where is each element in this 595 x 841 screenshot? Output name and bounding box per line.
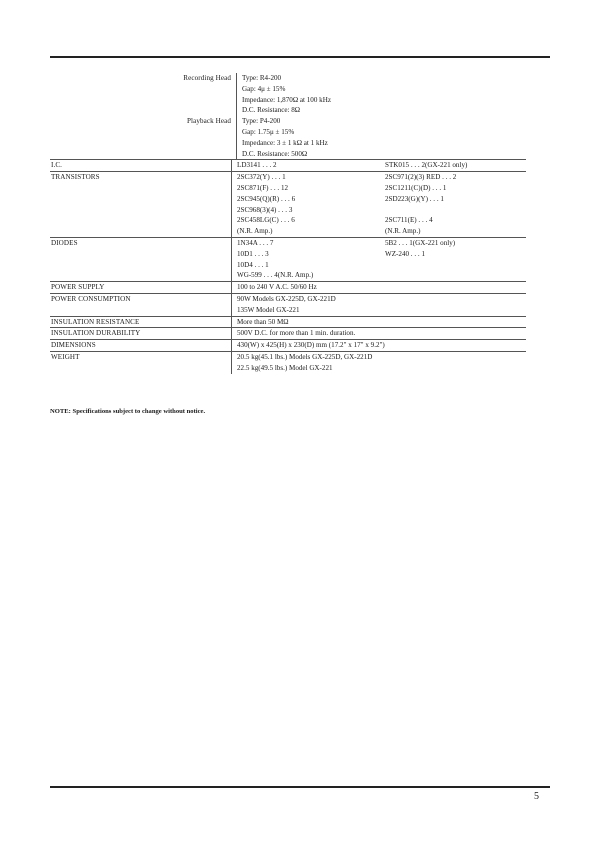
spec-line: 2SC871(F) . . . 12	[237, 183, 289, 192]
spec-line: Impedance: 1,870Ω at 100 kHz	[242, 95, 331, 104]
specification-note: NOTE: Specifications subject to change without notice.	[50, 408, 206, 415]
spec-line: More than 50 MΩ	[237, 317, 289, 326]
spec-line: Gap: 4μ ± 15%	[242, 84, 286, 93]
spec-line	[385, 260, 526, 271]
bottom-rule	[50, 786, 550, 788]
spec-line: WG-599 . . . 4(N.R. Amp.)	[237, 271, 314, 280]
spec-line: 135W Model GX-221	[237, 305, 300, 314]
spec-line: 1N34A . . . 7	[237, 238, 274, 247]
spec-line: 5B2 . . . 1(GX-221 only)	[385, 238, 456, 247]
spec-line: 500V D.C. for more than 1 min. duration.	[237, 329, 356, 338]
dimensions-label: DIMENSIONS	[51, 341, 96, 350]
spec-line: 2SC372(Y) . . . 1	[237, 173, 286, 182]
spec-line: 2SC945(Q)(R) . . . 6	[237, 194, 296, 203]
insulation-resistance-row	[50, 317, 526, 329]
playback-head-row	[50, 116, 526, 160]
spec-line: 90W Models GX-225D, GX-221D	[237, 294, 336, 303]
diodes-row	[50, 238, 526, 282]
spec-line: 2SC458LG(C) . . . 6	[237, 216, 295, 225]
power-supply-label: POWER SUPPLY	[51, 283, 105, 292]
dimensions-row	[50, 340, 526, 352]
power-consumption-row	[50, 294, 526, 317]
spec-line: Type: R4-200	[242, 74, 282, 82]
top-rule	[50, 56, 550, 58]
spec-line: Type: P4-200	[242, 117, 281, 126]
recording-head-row	[50, 73, 526, 116]
power-consumption-label: POWER CONSUMPTION	[51, 294, 131, 303]
spec-line: 2SC971(2)(3) RED . . . 2	[385, 173, 457, 182]
recording-head-label: Recording Head	[183, 74, 231, 82]
insulation-durability-row	[50, 328, 526, 340]
spec-line: Impedance: 3 ± 1 kΩ at 1 kHz	[242, 138, 328, 147]
insulation-durability-label: INSULATION DURABILITY	[51, 329, 141, 338]
spec-line: 100 to 240 V A.C. 50/60 Hz	[237, 283, 317, 292]
spec-line: 2SC968(3)(4) . . . 3	[237, 205, 293, 214]
spec-line: 2SC711(E) . . . 4	[385, 216, 433, 225]
spec-line: 10D1 . . . 3	[237, 249, 269, 258]
transistors-row	[50, 172, 526, 238]
spec-line	[385, 205, 526, 216]
weight-row	[50, 352, 526, 374]
specifications-table	[50, 73, 526, 374]
insulation-resistance-label: INSULATION RESISTANCE	[51, 317, 140, 326]
transistors-label: TRANSISTORS	[51, 173, 100, 182]
spec-line: 2SD223(G)(Y) . . . 1	[385, 194, 444, 203]
spec-line: 430(W) x 425(H) x 230(D) mm (17.2" x 17" x 9.2")	[237, 341, 385, 350]
spec-line: WZ-240 . . . 1	[385, 249, 425, 258]
ic-row	[50, 160, 526, 172]
spec-line: LD3141 . . . 2	[237, 161, 277, 170]
weight-label: WEIGHT	[51, 352, 80, 361]
spec-line: D.C. Resistance: 500Ω	[242, 149, 308, 158]
spec-line: 22.5 kg(49.5 lbs.) Model GX-221	[237, 363, 333, 372]
spec-line: Gap: 1.75μ ± 15%	[242, 127, 295, 136]
spec-line: STK015 . . . 2(GX-221 only)	[385, 161, 468, 170]
spec-line	[385, 270, 526, 281]
power-supply-row	[50, 282, 526, 294]
spec-line: (N.R. Amp.)	[237, 227, 273, 236]
diodes-label: DIODES	[51, 238, 78, 247]
ic-label: I.C.	[51, 161, 63, 170]
page-number: 5	[534, 791, 539, 802]
playback-head-label: Playback Head	[186, 117, 231, 126]
spec-line: (N.R. Amp.)	[385, 227, 421, 236]
spec-line: 10D4 . . . 1	[237, 260, 269, 269]
spec-line: 20.5 kg(45.1 lbs.) Models GX-225D, GX-221D	[237, 352, 373, 361]
spec-line: D.C. Resistance: 8Ω	[242, 106, 301, 115]
spec-line: 2SC1211(C)(D) . . . 1	[385, 183, 447, 192]
